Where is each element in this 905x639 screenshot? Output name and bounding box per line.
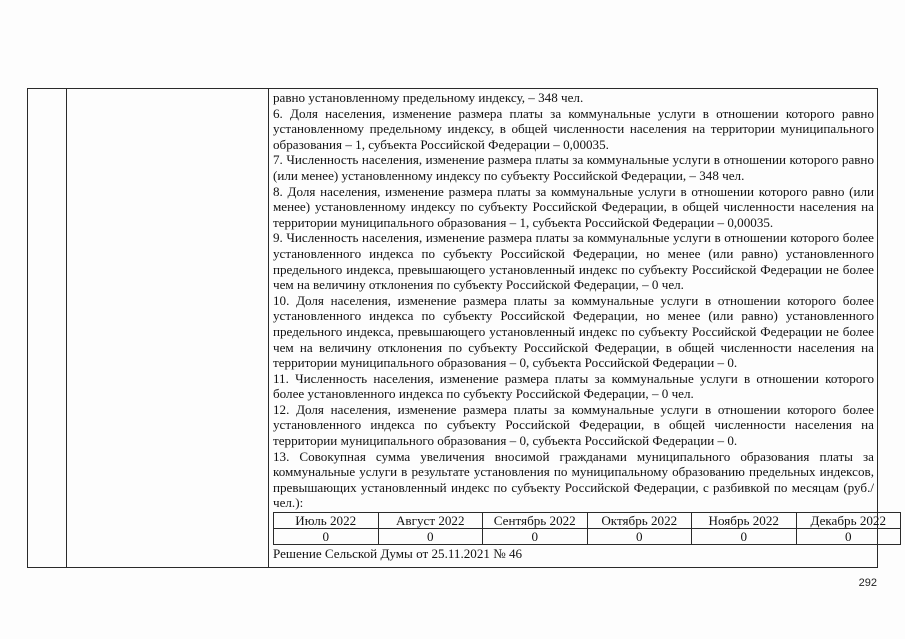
- paragraph-13: 13. Совокупная сумма увеличения вносимой гражданами муниципального образования платы за коммунальные услуги в результате установления по муниципальному образованию предельных индексов, превышающих установленный индекс по субъекту Российской Федерации, с разбивкой по месяцам (руб./чел.):: [273, 448, 874, 511]
- months-value-row: [274, 529, 901, 545]
- paragraph-6: 6. Доля населения, изменение размера платы за коммунальные услуги в отношении которого равно установленному предельному индексу, в общей численности населения на территории муниципального образования – 1, субъекта Российской Федерации – 0,00035.: [273, 105, 874, 152]
- paragraph-11: 11. Численность населения, изменение размера платы за коммунальные услуги в отношении которого более установленного индекса по субъекту Российской Федерации, – 0 чел.: [273, 370, 874, 402]
- number-column: [28, 89, 67, 567]
- content-column: [269, 89, 887, 567]
- month-header-cell: Июль 2022: [274, 513, 379, 529]
- paragraph-8: 8. Доля населения, изменение размера платы за коммунальные услуги в отношении которого равно (или менее) установленному индексу по субъекту Российской Федерации, в общей численности населения на территории муниципального образования – 1, субъекта Российской Федерации – 0,00035.: [273, 183, 874, 230]
- months-header-row: [274, 513, 901, 529]
- monthly-sum-table: [273, 512, 901, 545]
- month-value-cell: 0: [378, 529, 483, 545]
- month-value-cell: 0: [274, 529, 379, 545]
- month-value-cell: 0: [692, 529, 797, 545]
- month-header-cell: Август 2022: [378, 513, 483, 529]
- month-header-cell: Сентябрь 2022: [483, 513, 588, 529]
- paragraph-10: 10. Доля населения, изменение размера платы за коммунальные услуги в отношении которого более установленного индекса по субъекту Российской Федерации, но менее (или равно) установленного предельного индекса, превышающего установленный индекс по субъекту Российской Федерации не более чем на величину отклонения по субъекту Российской Федерации, в общей численности населения на территории муниципального образования – 0, субъекта Российской Федерации – 0.: [273, 292, 874, 371]
- paragraph-7: 7. Численность населения, изменение размера платы за коммунальные услуги в отношении которого равно (или менее) установленному индексу по субъекту Российской Федерации, – 348 чел.: [273, 152, 874, 183]
- month-value-cell: 0: [587, 529, 692, 545]
- document-table-frame: [27, 88, 887, 568]
- month-value-cell: 0: [796, 529, 901, 545]
- month-header-cell: Ноябрь 2022: [692, 513, 797, 529]
- decision-reference: Решение Сельской Думы от 25.11.2021 № 46: [273, 546, 523, 562]
- month-header-cell: Декабрь 2022: [796, 513, 901, 529]
- paragraph-12: 12. Доля населения, изменение размера платы за коммунальные услуги в отношении которого более установленного индекса по субъекту Российской Федерации, в общей численности населения на территории муниципального образования – 0, субъекта Российской Федерации – 0.: [273, 401, 874, 449]
- paragraph-continuation: равно установленному предельному индексу, – 348 чел.: [273, 90, 584, 105]
- name-column: [67, 89, 269, 567]
- page-number: 292: [858, 577, 877, 589]
- month-header-cell: Октябрь 2022: [587, 513, 692, 529]
- paragraph-9: 9. Численность населения, изменение размера платы за коммунальные услуги в отношении которого более установленного индекса по субъекту Российской Федерации, но менее (или равно) установленного предельного индекса, превышающего установленный индекс по субъекту Российской Федерации не более чем на величину отклонения по субъекту Российской Федерации, – 0 чел.: [273, 230, 874, 293]
- month-value-cell: 0: [483, 529, 588, 545]
